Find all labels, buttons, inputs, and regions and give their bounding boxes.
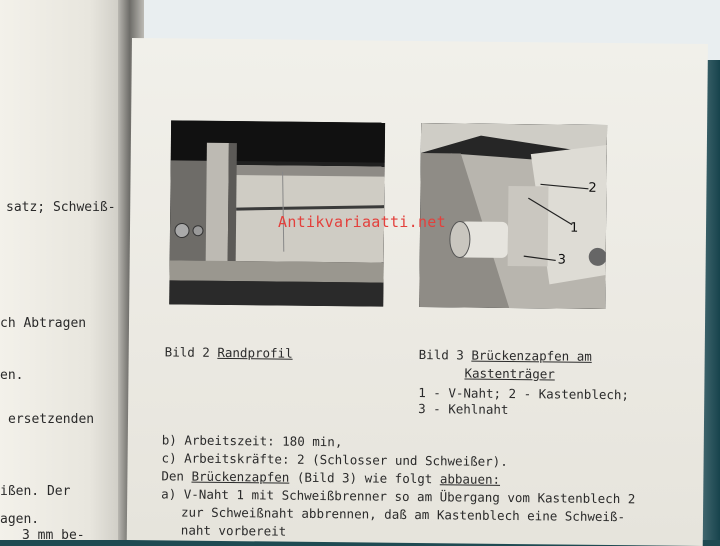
left-page-line: satz; Schweiß- [6, 200, 116, 215]
left-page-line: 3 mm be- [22, 528, 85, 543]
caption-bild2-number: Bild 2 [164, 344, 210, 360]
body-line-a2: zur Schweißnaht abbrennen, daß am Kastenblech eine Schweiß- [180, 504, 626, 525]
caption-bild3 [419, 347, 592, 364]
left-page [0, 0, 128, 543]
body-line-c: c) Arbeitskräfte: 2 (Schlosser und Schweißer). [161, 450, 508, 469]
left-page-line: ersetzenden [8, 412, 95, 427]
body-line-b: b) Arbeitszeit: 180 min, [161, 432, 343, 450]
left-page-line: agen. [0, 512, 40, 527]
callout-1: 1 [569, 220, 579, 236]
callout-3: 3 [557, 252, 567, 268]
left-page-line: en. [0, 368, 24, 383]
left-page-line: ch Abtragen [0, 316, 87, 331]
body-line-a1: a) V-Naht 1 mit Schweißbrenner so am Übergang vom Kastenblech 2 [161, 486, 636, 507]
body-line-d-mid: (Bild 3) wie folgt [289, 469, 440, 487]
caption-bild3-legend-1: 1 - V-Naht; 2 - Kastenblech; [418, 385, 630, 403]
body-line-a3: naht vorbereit [180, 522, 287, 539]
caption-bild2 [165, 344, 293, 360]
caption-bild3-title: Brückenzapfen am [471, 347, 592, 364]
right-page [127, 38, 708, 546]
body-line-d [161, 468, 500, 487]
left-page-line: ißen. Der [0, 484, 71, 499]
body-line-d-action: abbauen: [439, 471, 501, 487]
body-line-d-term: Brückenzapfen [191, 468, 290, 485]
body-line-d-pre: Den [161, 468, 192, 484]
caption-bild3-number: Bild 3 [418, 347, 464, 363]
caption-bild2-title: Randprofil [217, 344, 293, 361]
caption-bild3-legend-2: 3 - Kehlnaht [418, 401, 509, 417]
caption-bild3-title-cont: Kastenträger [464, 365, 555, 382]
watermark: Antikvariaatti.net [278, 213, 446, 231]
photo-brueckenzapfen [419, 123, 607, 309]
callout-2: 2 [588, 180, 597, 196]
